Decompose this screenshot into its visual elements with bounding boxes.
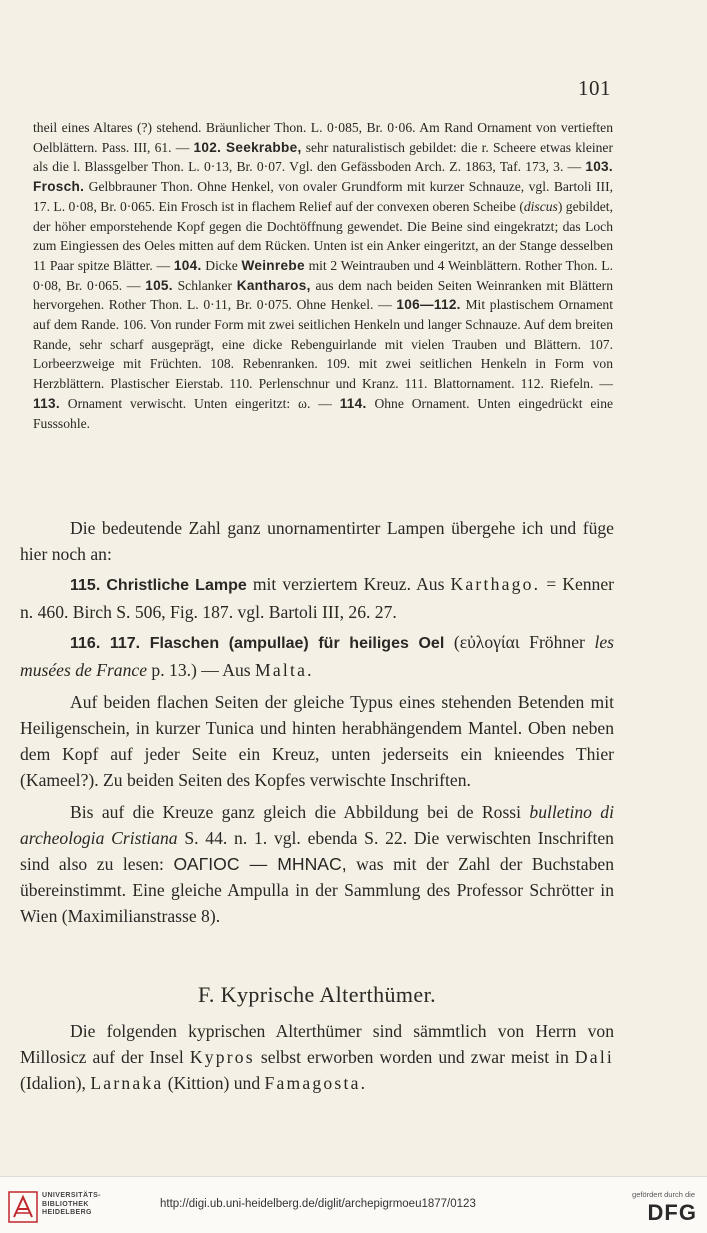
intro-paragraph: Die bedeutende Zahl ganz unornamentirter Lampen übergehe ich und füge hier noch an:: [20, 518, 614, 564]
entry-heading-105: 105.: [145, 277, 173, 293]
text-run: Ohne Ornament. Unten eingedrückt eine Fusssohle.: [33, 395, 614, 431]
entry-heading-104: 104.: [173, 257, 202, 273]
text-run: Die folgenden kyprischen Alterthümer sind sämmtlich von Herrn von Millosicz auf der Insel: [20, 1021, 614, 1067]
text-run: mit verziertem Kreuz. Aus: [246, 574, 451, 594]
text-run: (Idalion),: [20, 1073, 91, 1093]
greek-letter: ω.: [298, 395, 311, 411]
text-run: Gelbbrauner Thon. Ohne Henkel, von ovaler Grundform mit kurzer Schnauze, vgl. Bartoli III, 17. L. 0·08, Br. 0·065. Ein Frosch ist in flachem Relief auf der convexen oberen Scheibe (: [33, 179, 613, 214]
catalog-entries-small: [33, 118, 613, 433]
entry-title-kantharos: Kantharos,: [236, 277, 311, 293]
entry-heading-113: 113.: [33, 395, 60, 411]
text-run: mit 2 Weintrauben und 4 Weinblättern. Rother Thon. L. 0·08, Br. 0·065. —: [33, 257, 613, 293]
entry-title-weinrebe: Weinrebe: [241, 257, 305, 273]
entry-115-paragraph: [20, 571, 614, 625]
italic-title: bulletino di archeologia Cristiana: [20, 802, 614, 848]
viewer-footer: [0, 1176, 707, 1233]
place-name: Larnaka: [90, 1073, 164, 1093]
text-run: (εὐλογίαι Fröhner: [444, 632, 595, 652]
text-run: theil eines Altares (?) stehend. Bräunlicher Thon. L. 0·085, Br. 0·06. Am Rand Ornament von vertieften Oelblättern. Pass. III, 61. —: [33, 120, 613, 155]
entry-heading-103: 103. Frosch.: [33, 159, 613, 195]
logo-line: HEIDELBERG: [42, 1209, 92, 1216]
logo-line: BIBLIOTHEK: [42, 1200, 89, 1208]
text-run: sehr naturalistisch gebildet: die r. Scheere etwas kleiner als die l. Blassgelber Thon. L. 0·13, Br. 0·07. Vgl. den Gefässboden Arch. Z. 1863, Taf. 173, 3. —: [33, 139, 613, 175]
italic-term: discus: [523, 198, 558, 214]
text-run: Schlanker: [172, 277, 237, 293]
text-run: p. 13.) — Aus: [147, 660, 256, 680]
italic-title: les musées de France: [20, 632, 614, 680]
text-run: Ornament verwischt. Unten eingeritzt:: [59, 395, 299, 411]
comparison-paragraph: [20, 799, 614, 929]
section-intro-paragraph: [20, 1018, 614, 1096]
permalink-url[interactable]: http://digi.ub.uni-heidelberg.de/diglit/archepigrmoeu1877/0123: [160, 1198, 476, 1210]
description-paragraph: Auf beiden flachen Seiten der gleiche Typus eines stehenden Betenden mit Heiligenschein, in kurzer Tunica und hinten herabhängendem Mantel. Oben neben dem Kopf auf jeder Seite ein Kreuz, unten jederseits ein knieendes Thier (Kameel?). Zu beiden Seiten des Kopfes verwischte Inschriften.: [20, 692, 614, 790]
text-run: S. 44. n. 1. vgl. ebenda S. 22. Die verwischten Inschriften sind also zu lesen:: [20, 828, 614, 874]
text-run: Bis auf die Kreuze ganz gleich die Abbildung bei de Rossi: [70, 802, 530, 822]
text-run: was mit der Zahl der Buchstaben übereinstimmt. Eine gleiche Ampulla in der Sammlung des Professor Schrötter in Wien (Maximilianstrasse 8).: [20, 854, 614, 926]
text-run: Dicke: [201, 257, 242, 273]
section-heading: F. Kyprische Alterthümer.: [198, 982, 436, 1007]
entry-heading-106: 106—112.: [396, 297, 461, 313]
place-name: Malta.: [255, 660, 314, 680]
text-run: selbst erworben worden und zwar meist in: [254, 1047, 575, 1067]
main-body-text: [20, 515, 614, 929]
entry-116-paragraph: [20, 629, 614, 683]
university-library-logo-icon[interactable]: [8, 1191, 38, 1223]
dfg-logo[interactable]: DFG: [647, 1200, 697, 1225]
text-run: ) gebildet, der höher emporstehende Kopf gegen die Dochtöffnung gewendet. Die Beine sind eingekratzt; das Loch zum Eingiessen des Oeles mitten auf dem Rücken. Unten ist ein Anker eingeritzt, an der Stange desselben 11 Paar spitze Blätter. —: [33, 198, 613, 273]
place-name: Dali: [574, 1047, 614, 1067]
place-name: Karthago.: [450, 574, 541, 594]
funding-note: gefördert durch die: [632, 1190, 695, 1199]
section-body-text: [20, 1018, 614, 1096]
entry-heading-102: 102. Seekrabbe,: [193, 139, 302, 155]
text-run: Mit plastischem Ornament auf dem Rande. 106. Von runder Form mit zwei seitlichen Henkeln und langer Schnauze. Auf dem breiten Rande, sehr scharf ausgeprägt, eine dicke Rebenguirlande mit vielen Trauben und Blättern. 107. Lorbeerzweige mit Früchten. 108. Rebenranken. 109. mit zwei seitlichen Henkeln in Form von Herzblättern. Plastischer Eierstab. 110. Perlenschnur und Kranz. 111. Blattornament. 112. Riefeln. —: [33, 297, 614, 392]
logo-line: UNIVERSITÄTS-: [42, 1192, 101, 1199]
page-number: 101: [578, 76, 611, 100]
text-run: (Kittion) und: [163, 1073, 265, 1093]
text-run: = Kenner n. 460. Birch S. 506, Fig. 187. vgl. Bartoli III, 26. 27.: [20, 574, 615, 622]
catalog-paragraph: [33, 118, 613, 433]
entry-heading-116-117: 116. 117. Flaschen (ampullae) für heiliges Oel: [70, 635, 445, 652]
text-run: —: [310, 395, 340, 411]
place-name: Famagosta.: [264, 1073, 368, 1093]
library-name: [42, 1192, 101, 1218]
entry-heading-115: 115. Christliche Lampe: [70, 577, 247, 594]
inscription: ΟΑΓΙΟϹ — ΜΗΝΑϹ,: [173, 854, 347, 874]
entry-heading-114: 114.: [339, 395, 367, 411]
place-name: Kypros: [189, 1047, 255, 1067]
text-run: aus dem nach beiden Seiten Weinranken mit Blättern hervorgehen. Rother Thon. L. 0·11, Br. 0·075. Ohne Henkel. —: [33, 277, 613, 313]
